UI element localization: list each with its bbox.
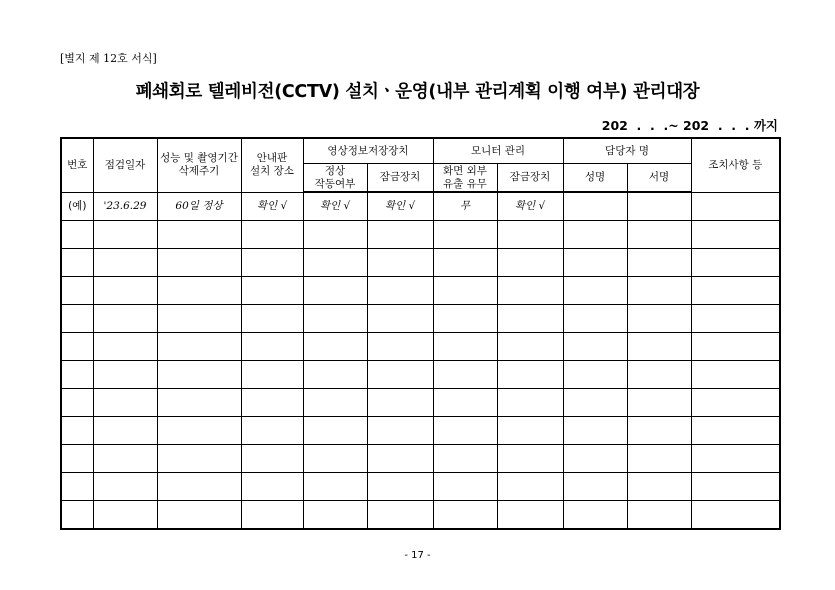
header-monitor: 모니터 관리 [433, 138, 563, 164]
table-row [61, 389, 780, 417]
table-cell[interactable] [497, 277, 563, 305]
table-cell[interactable] [303, 305, 367, 333]
table-row [61, 305, 780, 333]
table-cell[interactable] [563, 501, 627, 530]
example-cell-storage-lock: 확인 √ [367, 192, 433, 221]
table-cell[interactable] [241, 445, 303, 473]
table-cell[interactable] [241, 417, 303, 445]
example-cell-date: '23.6.29 [93, 192, 157, 221]
table-cell[interactable] [691, 473, 780, 501]
table-row [61, 221, 780, 249]
table-cell[interactable] [157, 417, 241, 445]
table-cell[interactable] [563, 249, 627, 277]
table-cell[interactable] [497, 389, 563, 417]
table-cell[interactable] [157, 277, 241, 305]
table-cell[interactable] [691, 249, 780, 277]
table-cell[interactable] [563, 361, 627, 389]
table-cell[interactable] [433, 333, 497, 361]
table-cell[interactable] [367, 473, 433, 501]
table-cell[interactable] [303, 445, 367, 473]
table-cell[interactable] [241, 501, 303, 530]
table-cell[interactable] [303, 221, 367, 249]
table-row [61, 417, 780, 445]
table-cell[interactable] [433, 249, 497, 277]
table-cell[interactable] [563, 277, 627, 305]
table-cell[interactable] [691, 501, 780, 530]
table-cell[interactable] [241, 473, 303, 501]
table-cell[interactable] [93, 389, 157, 417]
table-cell[interactable] [627, 361, 691, 389]
table-cell[interactable] [691, 333, 780, 361]
cctv-ledger-table [60, 137, 781, 530]
table-cell[interactable] [691, 305, 780, 333]
table-cell[interactable] [433, 417, 497, 445]
table-cell[interactable] [627, 305, 691, 333]
table-cell[interactable] [433, 361, 497, 389]
header-sign-location: 안내판 설치 장소 [241, 138, 303, 192]
table-cell[interactable] [61, 389, 93, 417]
table-cell[interactable] [563, 305, 627, 333]
table-cell[interactable] [627, 417, 691, 445]
table-cell[interactable] [497, 417, 563, 445]
table-cell[interactable] [563, 417, 627, 445]
table-cell[interactable] [433, 445, 497, 473]
table-cell[interactable] [93, 277, 157, 305]
table-cell[interactable] [93, 249, 157, 277]
table-cell[interactable] [691, 221, 780, 249]
header-video-storage: 영상정보저장장치 [303, 138, 433, 164]
table-cell[interactable] [61, 501, 93, 530]
table-cell[interactable] [433, 305, 497, 333]
table-cell[interactable] [157, 305, 241, 333]
table-cell[interactable] [241, 249, 303, 277]
table-cell[interactable] [157, 333, 241, 361]
example-cell-name [563, 192, 627, 221]
table-cell[interactable] [497, 221, 563, 249]
table-cell[interactable] [497, 473, 563, 501]
header-date: 점검일자 [93, 138, 157, 192]
example-cell-normal-operation: 확인 √ [303, 192, 367, 221]
table-cell[interactable] [367, 501, 433, 530]
example-cell-no: (예) [61, 192, 93, 221]
table-cell[interactable] [93, 417, 157, 445]
table-row [61, 361, 780, 389]
table-cell[interactable] [563, 389, 627, 417]
table-cell[interactable] [497, 361, 563, 389]
table-cell[interactable] [241, 389, 303, 417]
table-cell[interactable] [157, 473, 241, 501]
table-cell[interactable] [61, 473, 93, 501]
header-performance: 성능 및 촬영기간 삭제주기 [157, 138, 241, 192]
table-cell[interactable] [303, 333, 367, 361]
table-cell[interactable] [157, 221, 241, 249]
table-cell[interactable] [691, 445, 780, 473]
example-cell-sign-location: 확인 √ [241, 192, 303, 221]
table-cell[interactable] [241, 221, 303, 249]
table-cell[interactable] [157, 445, 241, 473]
table-row [61, 333, 780, 361]
table-cell[interactable] [627, 501, 691, 530]
table-cell[interactable] [93, 501, 157, 530]
example-cell-signature [627, 192, 691, 221]
table-cell[interactable] [367, 249, 433, 277]
table-cell[interactable] [157, 361, 241, 389]
table-row [61, 445, 780, 473]
example-row [61, 192, 780, 221]
table-cell[interactable] [691, 277, 780, 305]
table-cell[interactable] [367, 333, 433, 361]
table-cell[interactable] [93, 333, 157, 361]
table-cell[interactable] [93, 445, 157, 473]
table-row [61, 473, 780, 501]
table-cell[interactable] [563, 445, 627, 473]
table-cell[interactable] [433, 277, 497, 305]
table-cell[interactable] [61, 221, 93, 249]
table-cell[interactable] [497, 501, 563, 530]
table-cell[interactable] [303, 249, 367, 277]
table-row [61, 277, 780, 305]
table-cell[interactable] [367, 445, 433, 473]
table-cell[interactable] [241, 305, 303, 333]
table-cell[interactable] [61, 361, 93, 389]
table-cell[interactable] [303, 501, 367, 530]
header-signature: 서명 [627, 164, 691, 193]
table-cell[interactable] [563, 473, 627, 501]
table-cell[interactable] [367, 277, 433, 305]
table-cell[interactable] [93, 473, 157, 501]
table-cell[interactable] [563, 221, 627, 249]
header-normal-operation: 정상 작동여부 [303, 164, 367, 193]
period-range: 202 . . .~ 202 . . . 까지 [601, 118, 778, 133]
table-cell[interactable] [93, 221, 157, 249]
header-storage-lock: 잠금장치 [367, 164, 433, 193]
table-cell[interactable] [433, 221, 497, 249]
table-cell[interactable] [497, 249, 563, 277]
table-cell[interactable] [691, 417, 780, 445]
table-cell[interactable] [303, 389, 367, 417]
table-cell[interactable] [497, 445, 563, 473]
example-cell-screen-leak: 무 [433, 192, 497, 221]
ledger-body [61, 192, 780, 529]
table-cell[interactable] [157, 249, 241, 277]
table-cell[interactable] [627, 333, 691, 361]
table-cell[interactable] [433, 389, 497, 417]
example-cell-action [691, 192, 780, 221]
header-screen-leak: 화면 외부 유출 유무 [433, 164, 497, 193]
table-cell[interactable] [157, 389, 241, 417]
header-name: 성명 [563, 164, 627, 193]
table-cell[interactable] [241, 361, 303, 389]
table-cell[interactable] [367, 361, 433, 389]
table-cell[interactable] [241, 277, 303, 305]
document-title: 폐쇄회로 텔레비전(CCTV) 설치ㆍ운영(내부 관리계획 이행 여부) 관리대장 [135, 82, 700, 102]
table-cell[interactable] [627, 389, 691, 417]
table-cell[interactable] [93, 305, 157, 333]
table-cell[interactable] [61, 305, 93, 333]
example-cell-performance: 60일 정상 [157, 192, 241, 221]
header-monitor-lock: 잠금장치 [497, 164, 563, 193]
table-cell[interactable] [433, 473, 497, 501]
table-cell[interactable] [241, 333, 303, 361]
page-number: - 17 - [404, 550, 431, 561]
header-manager: 담당자 명 [563, 138, 691, 164]
table-cell[interactable] [433, 501, 497, 530]
example-cell-monitor-lock: 확인 √ [497, 192, 563, 221]
table-cell[interactable] [691, 361, 780, 389]
table-cell[interactable] [367, 389, 433, 417]
table-cell[interactable] [627, 445, 691, 473]
form-number: [별지 제 12호 서식] [60, 52, 157, 65]
table-cell[interactable] [303, 277, 367, 305]
table-cell[interactable] [61, 249, 93, 277]
table-cell[interactable] [367, 221, 433, 249]
table-cell[interactable] [61, 277, 93, 305]
table-cell[interactable] [497, 305, 563, 333]
table-cell[interactable] [563, 333, 627, 361]
table-cell[interactable] [367, 417, 433, 445]
table-cell[interactable] [627, 473, 691, 501]
table-cell[interactable] [303, 361, 367, 389]
table-row [61, 249, 780, 277]
table-row [61, 501, 780, 530]
table-cell[interactable] [303, 473, 367, 501]
table-cell[interactable] [61, 417, 93, 445]
table-cell[interactable] [627, 249, 691, 277]
header-action: 조치사항 등 [691, 138, 780, 192]
table-cell[interactable] [61, 333, 93, 361]
table-cell[interactable] [367, 305, 433, 333]
table-cell[interactable] [93, 361, 157, 389]
table-cell[interactable] [497, 333, 563, 361]
table-cell[interactable] [61, 445, 93, 473]
table-cell[interactable] [691, 389, 780, 417]
table-cell[interactable] [627, 277, 691, 305]
table-cell[interactable] [627, 221, 691, 249]
table-cell[interactable] [303, 417, 367, 445]
header-no: 번호 [61, 138, 93, 192]
table-cell[interactable] [157, 501, 241, 530]
